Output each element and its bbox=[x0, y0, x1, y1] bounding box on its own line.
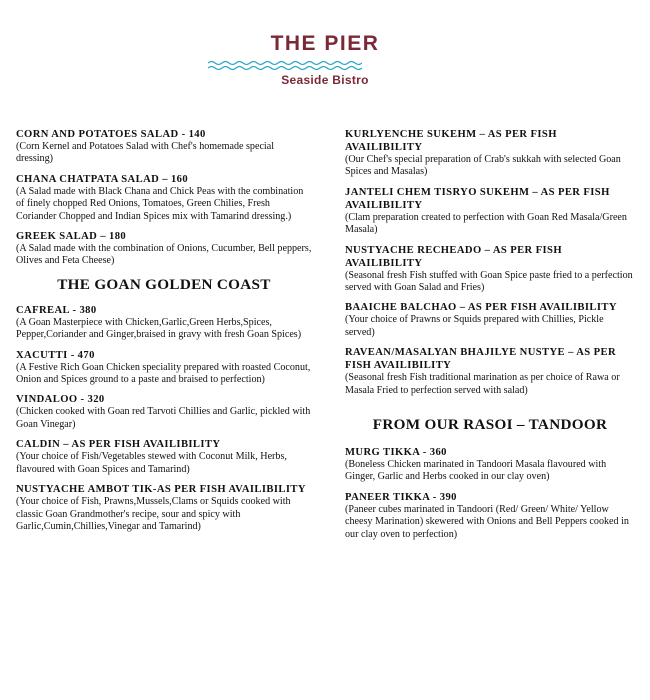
menu-item-name: CHANA CHATPATA SALAD – 160 bbox=[16, 173, 189, 185]
seafood-list bbox=[345, 128, 635, 397]
left-column bbox=[16, 128, 312, 540]
menu-item-description: (Clam preparation created to perfection with Goan Red Masala/Green Masala) bbox=[345, 211, 627, 236]
menu-header bbox=[0, 0, 650, 100]
section-heading-rasoi-tandoor: FROM OUR RASOI – TANDOOR bbox=[372, 416, 608, 434]
menu-item-description: (Paneer cubes marinated in Tandoori (Red/ Green/ White/ Yellow cheesy Marination) skewered with Onions and Bell Peppers cooked in our clay oven to perfection) bbox=[345, 503, 629, 540]
menu-item-name: BAAICHE BALCHAO – AS PER FISH AVAILIBILITY bbox=[345, 302, 617, 314]
menu-item-name: XACUTTI - 470 bbox=[16, 349, 95, 361]
menu-item-name: NUSTYACHE AMBOT TIK-AS PER FISH AVAILIBILITY bbox=[16, 484, 306, 496]
right-column bbox=[345, 128, 635, 548]
menu-item-name: KURLYENCHE SUKEHM – AS PER FISH AVAILIBILITY bbox=[345, 129, 557, 153]
menu-item-description: (A Festive Rich Goan Chicken speciality prepared with roasted Coconut, Onion and Spices ground to a paste and braised to perfection) bbox=[16, 361, 311, 386]
goan-list bbox=[16, 304, 312, 533]
tandoor-list bbox=[345, 446, 635, 541]
menu-item-name: VINDALOO - 320 bbox=[16, 394, 105, 406]
restaurant-tagline: Seaside Bistro bbox=[281, 73, 369, 87]
menu-item-name: NUSTYACHE RECHEADO – AS PER FISH AVAILIBILITY bbox=[345, 244, 562, 269]
menu-item bbox=[16, 483, 312, 533]
menu-item-name: MURG TIKKA - 360 bbox=[345, 447, 447, 459]
menu-item bbox=[16, 230, 312, 268]
menu-item-description: (A Salad made with Black Chana and Chick Peas with the combination of finely chopped Red Onions, Tomatoes, Green Chilies, Fresh Coriander Chopped and Indian Spices mix with Tamarind dressing.) bbox=[16, 185, 304, 222]
restaurant-name: THE PIER bbox=[270, 32, 380, 55]
menu-item-name: RAVEAN/MASALYAN BHAJILYE NUSTYE – AS PER FISH AVAILIBILITY bbox=[345, 347, 617, 372]
menu-item-description: (A Goan Masterpiece with Chicken,Garlic,Green Herbs,Spices, Pepper,Coriander and Ginger,braised in gravy with fresh Goan Spices) bbox=[16, 316, 302, 341]
menu-item bbox=[16, 393, 312, 431]
menu-item-name: PANEER TIKKA - 390 bbox=[345, 491, 457, 503]
menu-item-description: (Your choice of Prawns or Squids prepared with Chillies, Pickle served) bbox=[345, 314, 604, 338]
menu-item-description: (Corn Kernel and Potatoes Salad with Chef's homemade special dressing) bbox=[16, 141, 275, 165]
menu-item-description: (Seasonal fresh Fish traditional marination as per choice of Rawa or Masala Fried to perfection served with salad) bbox=[345, 372, 620, 396]
menu-item bbox=[345, 491, 635, 541]
menu-item-name: CALDIN – AS PER FISH AVAILIBILITY bbox=[16, 439, 221, 451]
menu-item-name: CAFREAL - 380 bbox=[16, 304, 97, 316]
menu-item-description: (Your choice of Fish, Prawns,Mussels,Clams or Squids cooked with classic Goan Grandmother's recipe, sour and spicy with Garlic,Cumin,Chillies,Vinegar and Tamarind) bbox=[16, 496, 291, 532]
menu-item bbox=[345, 128, 635, 179]
menu-item-name: JANTELI CHEM TISRYO SUKEHM – AS PER FISH AVAILIBILITY bbox=[345, 186, 610, 211]
salad-list bbox=[16, 128, 312, 268]
menu-item-description: (Chicken cooked with Goan red Tarvoti Chillies and Garlic, pickled with Goan Vinegar) bbox=[16, 406, 311, 430]
menu-item bbox=[16, 304, 312, 342]
section-heading-goan-coast: THE GOAN GOLDEN COAST bbox=[57, 275, 271, 293]
menu-item-description: (Our Chef's special preparation of Crab's sukkah with selected Goan Spices and Masalas) bbox=[345, 154, 621, 178]
menu-item bbox=[345, 446, 635, 484]
menu-item-description: (A Salad made with the combination of Onions, Cucumber, Bell peppers, Olives and Feta Cheese) bbox=[16, 243, 312, 267]
menu-item-description: (Seasonal fresh Fish stuffed with Goan Spice paste fried to a perfection served with Goan Salad and Fries) bbox=[345, 269, 633, 294]
menu-item bbox=[16, 438, 312, 476]
menu-item bbox=[345, 244, 635, 295]
menu-item-name: CORN AND POTATOES SALAD - 140 bbox=[16, 129, 206, 140]
menu-item bbox=[16, 173, 312, 223]
menu-item bbox=[16, 128, 312, 166]
menu-item bbox=[345, 186, 635, 237]
menu-item-description: (Your choice of Fish/Vegetables stewed with Coconut Milk, Herbs, flavoured with Goan Spices and Tamarind) bbox=[16, 451, 287, 475]
waves-icon bbox=[208, 60, 362, 72]
menu-item bbox=[16, 349, 312, 387]
menu-item-description: (Boneless Chicken marinated in Tandoori Masala flavoured with Ginger, Garlic and Herbs cooked in our clay oven) bbox=[345, 459, 607, 483]
menu-item bbox=[345, 301, 635, 339]
menu-item-name: GREEK SALAD – 180 bbox=[16, 231, 127, 243]
menu-item bbox=[345, 346, 635, 397]
